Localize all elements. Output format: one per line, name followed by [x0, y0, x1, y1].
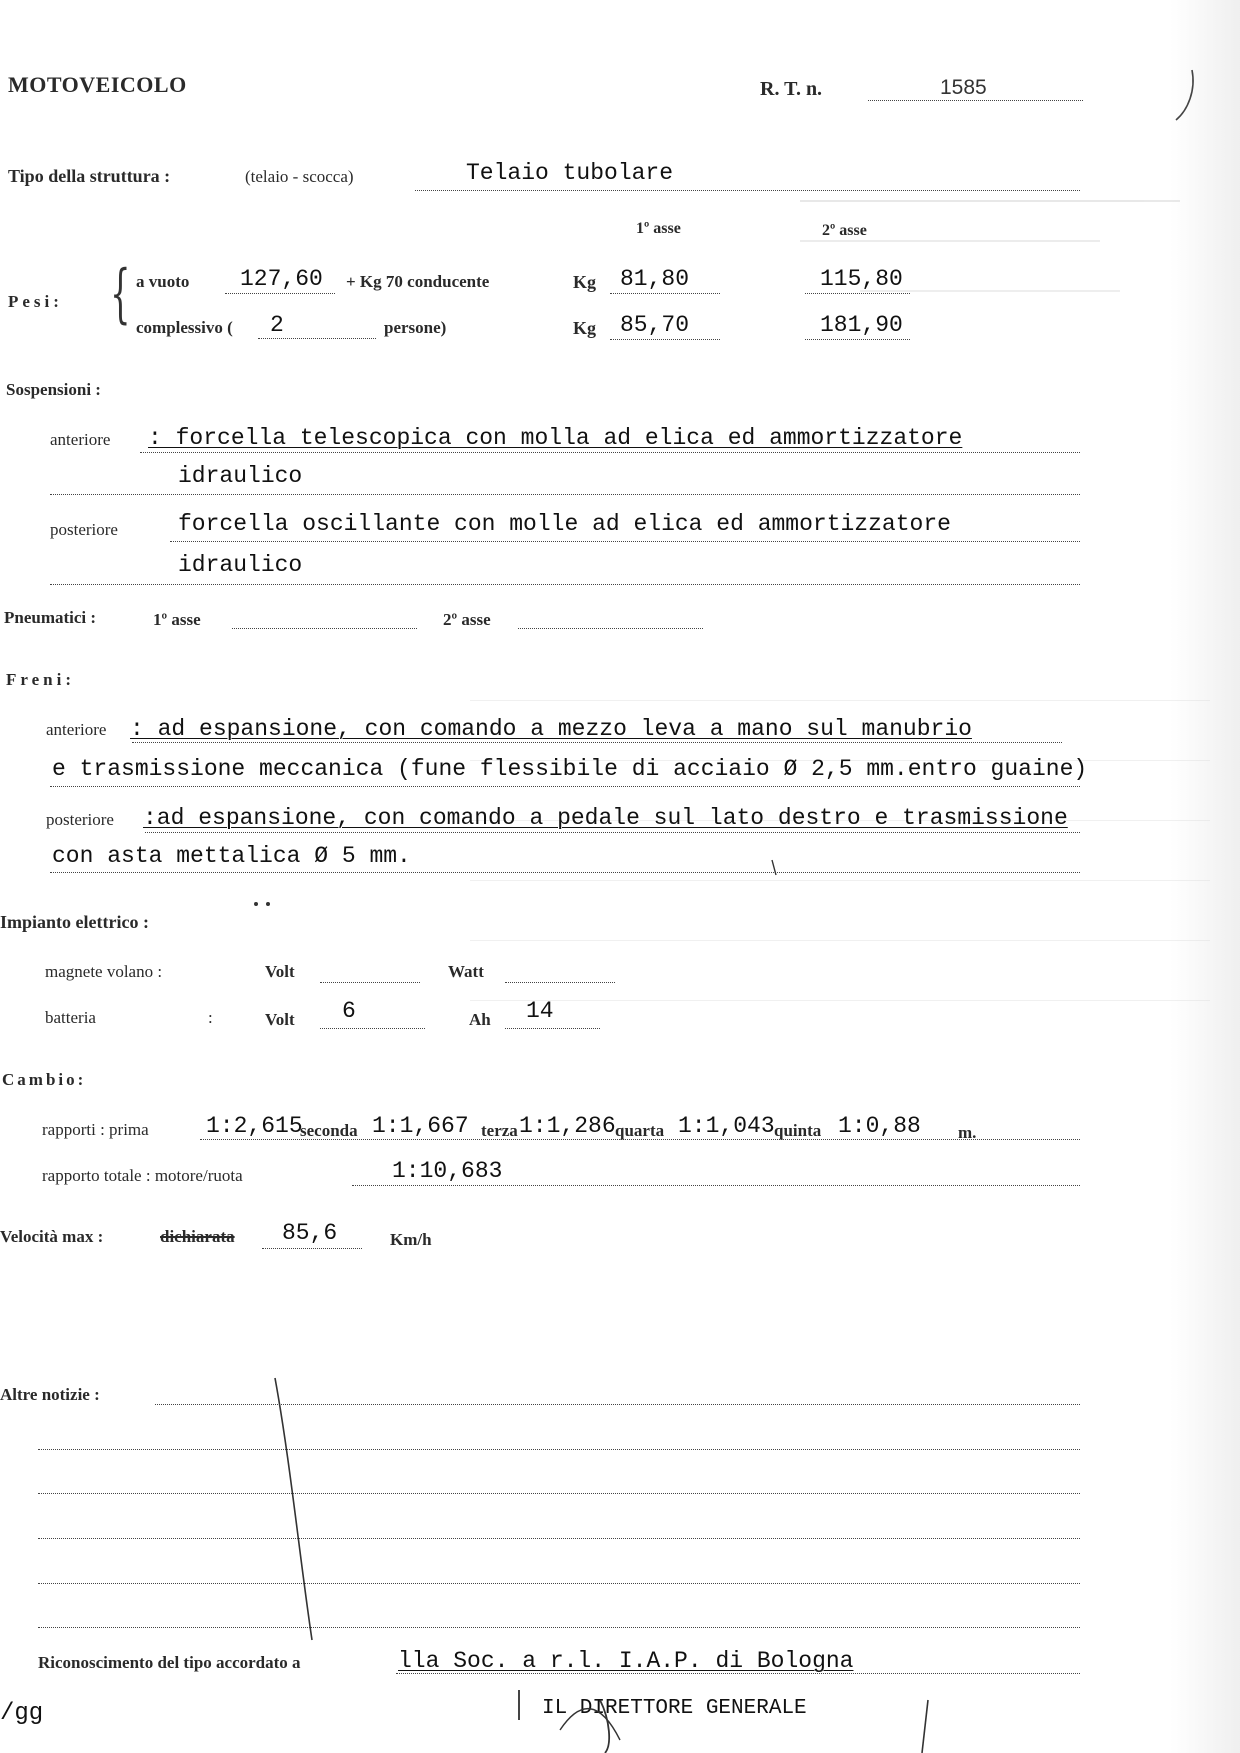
- weights-label: Pesi:: [8, 292, 63, 311]
- signature-stub: [518, 1690, 520, 1720]
- axle1-header: 1º asse: [636, 220, 681, 237]
- battery-ah-label: Ah: [469, 1010, 491, 1029]
- total-ratio-line: [352, 1185, 1080, 1186]
- document-title: MOTOVEICOLO: [8, 72, 187, 97]
- driver-weight-text: + Kg 70 conducente: [346, 272, 490, 291]
- empty-weight-label: a vuoto: [136, 272, 190, 291]
- rt-number: 1585: [940, 76, 987, 99]
- structure-line: [415, 190, 1080, 191]
- front-suspension-line1-text: : forcella telescopica con molla ad elica ed ammortizzatore: [148, 425, 963, 451]
- rear-suspension-line2: [50, 584, 1080, 585]
- kg-label-total: Kg: [573, 318, 597, 338]
- empty-weight-line: [225, 293, 335, 294]
- second-gear-value: 1:1,667: [372, 1113, 469, 1139]
- total-axle2-line: [805, 339, 910, 340]
- rear-suspension-line1: [170, 541, 1080, 542]
- operator-initials: /gg: [0, 1700, 44, 1727]
- total-axle1-line: [610, 339, 720, 340]
- front-brake-label: anteriore: [46, 720, 107, 739]
- rear-brake-line1-text: :ad espansione, con comando a pedale sul lato destro e trasmissione: [143, 805, 1068, 831]
- front-brake-line1: [132, 742, 1062, 743]
- approval-label: Riconoscimento del tipo accordato a: [38, 1653, 301, 1672]
- second-gear-label: seconda: [300, 1121, 358, 1140]
- signatory-title: IL DIRETTORE GENERALE: [542, 1697, 807, 1720]
- rear-suspension-line1-text: forcella oscillante con molle ad elica ed ammortizzatore: [178, 511, 951, 537]
- persons-value: 2: [270, 312, 284, 338]
- electrical-label: Impianto elettrico :: [0, 912, 149, 932]
- fifth-gear-label: quinta: [774, 1121, 822, 1140]
- tyres-axle2-line: [518, 628, 703, 629]
- third-gear-label: terza: [481, 1121, 518, 1140]
- empty-axle2-value: 115,80: [820, 266, 903, 292]
- gear-ratios-label: rapporti : prima: [42, 1120, 149, 1139]
- max-speed-value: 85,6: [282, 1220, 338, 1246]
- structure-label: Tipo della struttura :: [8, 166, 171, 186]
- axle2-header: 2º asse: [822, 222, 867, 239]
- fourth-gear-label: quarta: [615, 1121, 665, 1140]
- max-speed-label: Velocità max :: [0, 1227, 104, 1246]
- max-speed-line: [262, 1248, 362, 1249]
- rt-label: R. T. n.: [760, 78, 823, 100]
- third-gear-value: 1:1,286: [519, 1113, 616, 1139]
- tyres-label: Pneumatici :: [4, 608, 97, 627]
- front-brake-line2-text: e trasmissione meccanica (fune flessibile di acciaio Ø 2,5 mm.entro guaine): [52, 756, 1088, 782]
- flywheel-label: magnete volano :: [45, 962, 163, 981]
- flywheel-watt-label: Watt: [448, 962, 484, 981]
- battery-ah-value: 14: [526, 998, 554, 1024]
- brakes-label: Freni:: [6, 670, 76, 689]
- total-ratio-label: rapporto totale : motore/ruota: [42, 1166, 243, 1185]
- rear-brake-line1: [145, 832, 1080, 833]
- empty-axle1-value: 81,80: [620, 266, 690, 292]
- gear-ratios-m: m.: [958, 1123, 977, 1142]
- empty-axle1-line: [610, 293, 720, 294]
- total-axle1-value: 85,70: [620, 312, 690, 338]
- other-notes-line2: [38, 1449, 1080, 1450]
- structure-value: Telaio tubolare: [466, 160, 674, 186]
- battery-colon: :: [208, 1008, 213, 1027]
- persons-line: [258, 338, 376, 339]
- rear-brake-line2-text: con asta mettalica Ø 5 mm.: [52, 843, 411, 869]
- rear-suspension-label: posteriore: [50, 520, 118, 539]
- battery-ah-line: [505, 1028, 600, 1029]
- front-suspension-line1: [140, 452, 1080, 453]
- other-notes-line5: [38, 1583, 1080, 1584]
- approval-value: lla Soc. a r.l. I.A.P. di Bologna: [398, 1648, 854, 1674]
- persons-label: persone): [384, 318, 447, 337]
- front-brake-line1-text: : ad espansione, con comando a mezzo leva a mano sul manubrio: [130, 716, 972, 742]
- tyres-axle2-label: 2º asse: [443, 610, 491, 629]
- fourth-gear-value: 1:1,043: [678, 1113, 775, 1139]
- total-ratio-value: 1:10,683: [392, 1158, 503, 1184]
- flywheel-volt-line: [320, 982, 420, 983]
- other-notes-label: Altre notizie :: [0, 1385, 100, 1404]
- fifth-gear-value: 1:0,88: [838, 1113, 921, 1139]
- weights-brace: {: [110, 257, 131, 331]
- total-axle2-value: 181,90: [820, 312, 903, 338]
- other-notes-line1: [155, 1404, 1080, 1405]
- kg-label-empty: Kg: [573, 272, 597, 292]
- empty-weight-value: 127,60: [240, 266, 323, 292]
- max-speed-unit: Km/h: [390, 1230, 432, 1249]
- battery-volt-label: Volt: [265, 1010, 295, 1029]
- flywheel-volt-label: Volt: [265, 962, 295, 981]
- rear-brake-line2: [50, 872, 1080, 873]
- max-speed-struck-word: dichiarata: [160, 1227, 235, 1246]
- first-gear-value: 1:2,615: [206, 1113, 303, 1139]
- rear-suspension-line2-text: idraulico: [178, 552, 303, 578]
- structure-hint: (telaio - scocca): [245, 167, 354, 186]
- gearbox-label: Cambio:: [2, 1070, 87, 1089]
- front-suspension-line2: [50, 494, 1080, 495]
- rt-number-line: [868, 100, 1083, 101]
- other-notes-line3: [38, 1493, 1080, 1494]
- suspensions-label: Sospensioni :: [6, 380, 101, 399]
- rear-brake-label: posteriore: [46, 810, 114, 829]
- flywheel-watt-line: [505, 982, 615, 983]
- battery-label: batteria: [45, 1008, 96, 1027]
- other-notes-line4: [38, 1538, 1080, 1539]
- other-notes-line6: [38, 1627, 1080, 1628]
- empty-axle2-line: [805, 293, 910, 294]
- front-suspension-line2-text: idraulico: [178, 463, 303, 489]
- total-weight-label: complessivo (: [136, 318, 233, 337]
- front-brake-line2: [50, 786, 1080, 787]
- front-suspension-label: anteriore: [50, 430, 111, 449]
- battery-volt-line: [320, 1028, 425, 1029]
- scan-edge-shadow: [1170, 0, 1240, 1753]
- tyres-axle1-line: [232, 628, 417, 629]
- battery-volt-value: 6: [342, 998, 356, 1024]
- tyres-axle1-label: 1º asse: [153, 610, 201, 629]
